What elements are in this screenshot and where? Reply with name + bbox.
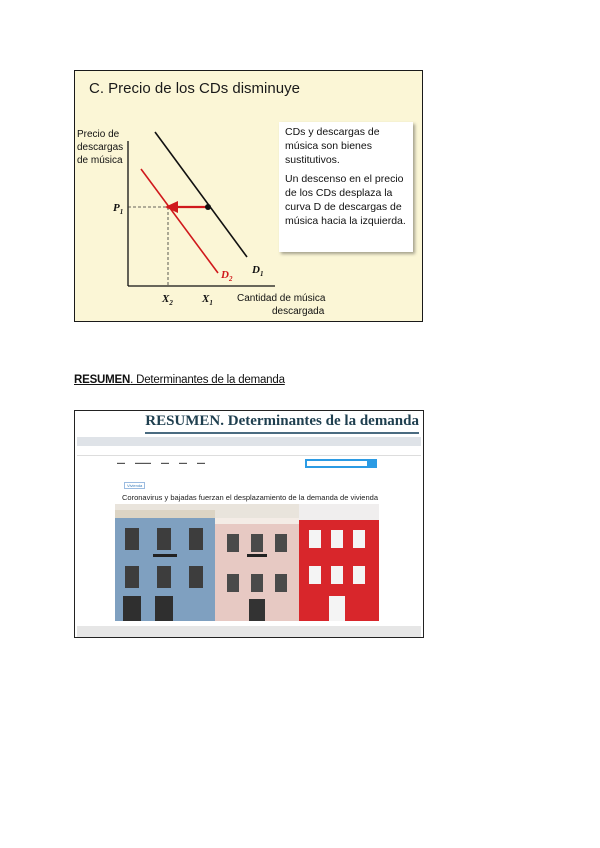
y-axis-label-2: descargas — [77, 142, 124, 153]
slide-title: C. Precio de los CDs disminuye — [89, 80, 300, 97]
x-axis-label-1: Cantidad de música — [237, 293, 326, 304]
explanation-box — [279, 122, 413, 252]
note-paragraph-1: CDs y descargas de música son bienes sustitutivos. — [285, 126, 380, 166]
nav-item: ▬▬▬▬ — [135, 460, 151, 465]
section-heading — [74, 374, 285, 386]
browser-tabbar — [77, 437, 421, 446]
section-heading-rest: . Determinantes de la demanda — [130, 374, 285, 386]
section-heading-bold: RESUMEN — [74, 374, 131, 386]
new-point — [166, 205, 169, 208]
browser-urlbar — [77, 446, 421, 456]
d1-label: $D_1$ — [252, 264, 264, 278]
nav-item: ▬▬ — [197, 460, 205, 465]
x1-label: $X_1$ — [202, 293, 213, 307]
site-search-input — [307, 461, 367, 466]
news-webpage — [77, 456, 421, 626]
browser-window — [77, 437, 421, 637]
slide-panel — [74, 70, 423, 322]
d2-label: $D_2$ — [221, 269, 233, 283]
nav-item: ▬▬ — [161, 460, 169, 465]
nav-item: ▬▬ — [179, 460, 187, 465]
article-tag: Vivienda — [124, 482, 145, 489]
demand-curve-d1 — [155, 132, 247, 257]
y-axis-label-1: Precio de — [77, 129, 120, 140]
embedded-screenshot — [74, 410, 424, 638]
screenshot-title-rule — [145, 432, 419, 434]
site-search-bar — [305, 459, 377, 468]
price-label: $P_1$ — [113, 202, 124, 216]
site-nav — [117, 460, 205, 465]
x2-label: $X_2$ — [162, 293, 173, 307]
os-taskbar — [77, 626, 421, 637]
screenshot-title: RESUMEN. Determinantes de la demanda — [145, 413, 419, 429]
demand-curve-d2 — [141, 169, 218, 273]
article-photo — [115, 504, 379, 621]
x-axis-label-2: descargada — [272, 306, 325, 317]
note-paragraph-2: Un descenso en el precio de los CDs desplaza la curva D de descargas de música hacia la izquierda. — [285, 173, 406, 227]
equilibrium-point — [205, 204, 211, 210]
article-headline: Coronavirus y bajadas fuerzan el desplazamiento de la demanda de vivienda — [122, 493, 378, 502]
y-axis-label-3: de música — [77, 155, 123, 166]
nav-item: ▬▬ — [117, 460, 125, 465]
